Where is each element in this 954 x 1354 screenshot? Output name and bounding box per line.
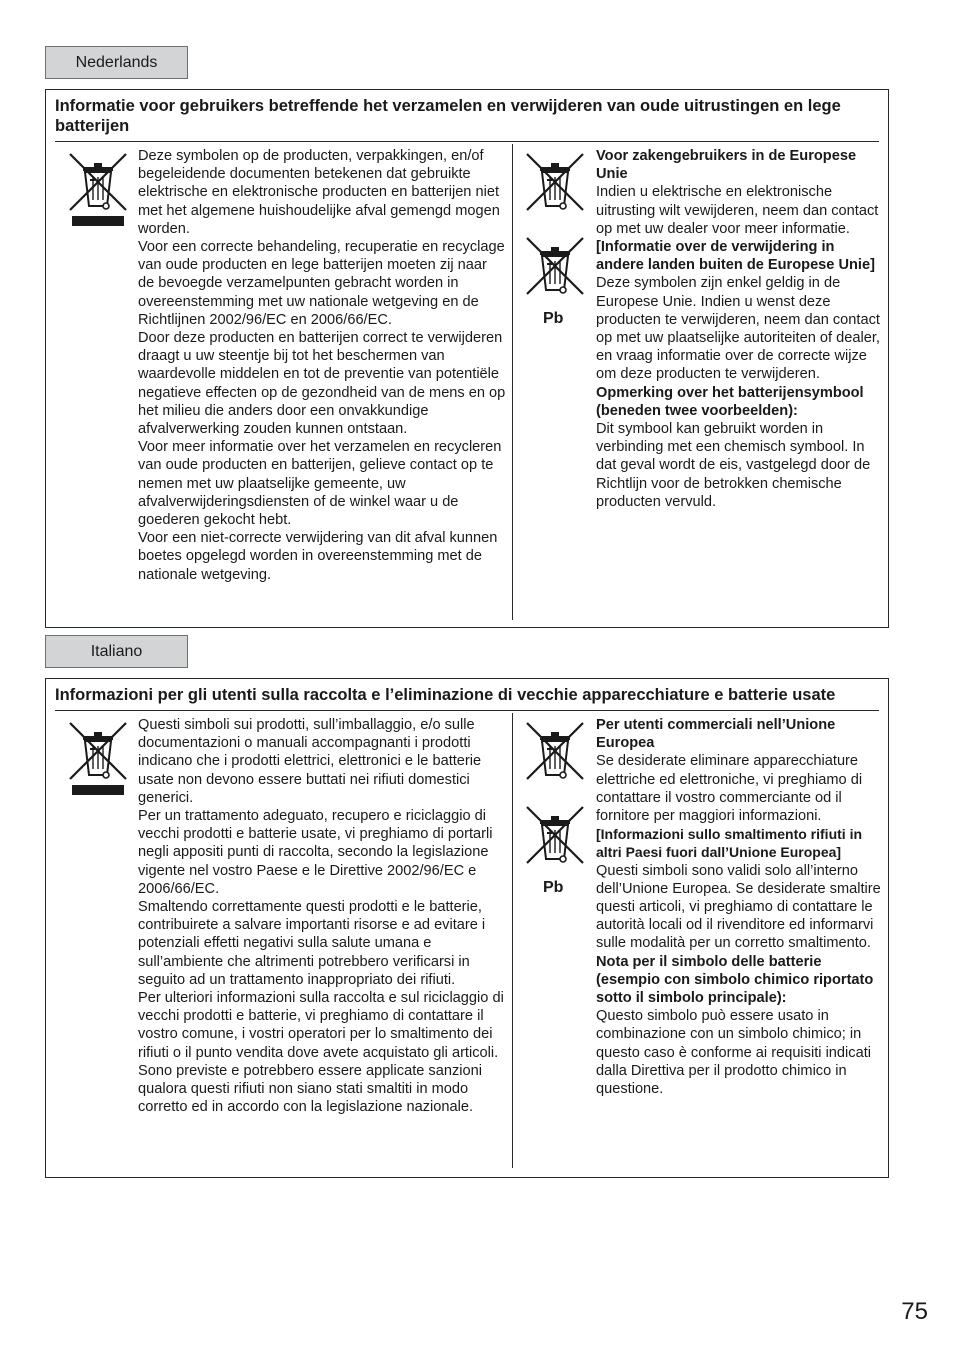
crossed-bin-pb-icon xyxy=(523,803,587,869)
crossed-bin-pb-icon xyxy=(523,234,587,300)
nl-right-column xyxy=(596,147,886,511)
nl-business-heading: Voor zakengebruikers in de Europese Unie xyxy=(596,148,857,183)
nl-left-paragraph-3: Door deze producten en batterijen correct te verwijderen draagt u uw steentje bij tot het beschermen van waardevolle middelen en tot de preventie van potentiële negatieve effecten op de gezondheid van de mens en op het milieu die anders door een onvakkundige afvalverwerking zouden kunnen ontstaan. xyxy=(138,330,506,438)
crossed-bin-icon xyxy=(523,150,587,216)
nl-left-paragraph-1: Deze symbolen op de producten, verpakkingen, en/of begeleidende documenten betekenen dat gebruikte elektrische en elektronische producten en batterijen niet met het algemene huishoudelijke afval gemengd mogen worden. xyxy=(138,148,500,237)
it-column-divider xyxy=(512,713,513,1168)
it-battery-note-text: Questo simbolo può essere usato in combinazione con un simbolo chimico; in questo caso è conforme ai requisiti indicati dalla Direttiva per il prodotto chimico in questione. xyxy=(596,1008,871,1098)
nl-left-column xyxy=(138,147,506,584)
pb-chemical-symbol: Pb xyxy=(543,310,564,327)
page-number: 75 xyxy=(901,1298,928,1325)
nl-info-box xyxy=(45,89,889,628)
nl-column-divider xyxy=(512,144,513,620)
it-outside-eu-text: Questi simboli sono validi solo all’interno dell’Unione Europea. Se desiderate smaltire questi articoli, vi preghiamo di contattare le autorità locali od il rivenditore ed informarvi sulle modalità per un corretto smaltimento. xyxy=(596,862,881,952)
it-business-text: Se desiderate eliminare apparecchiature elettriche ed elettroniche, vi preghiamo di contattare il vostro commerciante od il fornitore per maggiori informazioni. xyxy=(596,753,863,825)
nl-battery-note-text: Dit symbool kan gebruikt worden in verbinding met een chemisch symbool. In dat geval wordt de eis, vastgelegd door de Richtlijn voor de betrokken chemische producten vervuld. xyxy=(596,421,871,510)
nl-title: Informatie voor gebruikers betreffende het verzamelen en verwijderen van oude uitrustingen en lege batterijen xyxy=(55,90,879,142)
nl-left-paragraph-4: Voor meer informatie over het verzamelen en recycleren van oude producten en batterijen, gelieve contact op te nemen met uw plaatselijke gemeente, uw afvalverwijderingsdiensten of de winkel waar u de goederen gekocht hebt. xyxy=(138,439,502,529)
it-outside-eu-heading: [Informazioni sullo smaltimento rifiuti in altri Paesi fuori dall’Unione Europea] xyxy=(596,826,863,861)
crossed-bin-icon xyxy=(523,719,587,785)
nl-business-text: Indien u elektrische en elektronische uitrusting wilt vewijderen, neem dan contact op met uw dealer voor meer informatie. xyxy=(596,184,879,237)
it-left-paragraph-5: Sono previste e potrebbero essere applicate sanzioni qualora questi rifiuti non siano stati smaltiti in modo corretto ed in accordo con la legislazione nazionale. xyxy=(138,1062,482,1116)
it-right-column xyxy=(596,716,886,1098)
it-left-paragraph-4: Per ulteriori informazioni sulla raccolta e sul riciclaggio di vecchi prodotti e batterie, vi preghiamo di contattare il vostro comune, i vostri operatori per lo smaltimento dei rifiuti o il punto vendita dove avete acquistato gli articoli. xyxy=(138,990,504,1061)
nl-outside-eu-heading: [Informatie over de verwijdering in andere landen buiten de Europese Unie] xyxy=(596,239,875,274)
it-info-box xyxy=(45,678,889,1178)
nl-battery-note-heading: Opmerking over het batterijensymbool (beneden twee voorbeelden): xyxy=(596,384,864,419)
pb-chemical-symbol: Pb xyxy=(543,879,564,896)
it-left-column xyxy=(138,716,506,1116)
crossed-bin-bar-icon xyxy=(66,150,130,230)
it-title: Informazioni per gli utenti sulla raccolta e l’eliminazione di vecchie apparecchiature e batterie usate xyxy=(55,679,879,711)
section-tab-nederlands: Nederlands xyxy=(45,46,188,79)
nl-left-paragraph-2: Voor een correcte behandeling, recuperatie en recyclage van oude producten en lege batterijen moeten zij naar de bevoegde verzamelpunten gebracht worden in overeenstemming met uw nationale wetgeving en de Richtlijnen 2002/96/EC en 2006/66/EC. xyxy=(138,239,505,328)
it-left-paragraph-3: Smaltendo correttamente questi prodotti e le batterie, contribuirete a salvare importanti risorse e ad evitare i potenziali effetti negativi sulla salute umana e sull’ambiente che altrimenti potrebbero verificarsi in seguito ad un trattamento inappropriato dei rifiuti. xyxy=(138,899,486,988)
section-tab-italiano: Italiano xyxy=(45,635,188,668)
it-business-heading: Per utenti commerciali nell’Unione Europea xyxy=(596,717,836,752)
it-left-paragraph-1: Questi simboli sui prodotti, sull’imballaggio, e/o sulle documentazioni o manuali accompagnanti i prodotti indicano che i prodotti elettrici, elettronici e le batterie usate non devono essere buttati nei rifiuti domestici generici. xyxy=(138,717,482,806)
nl-left-paragraph-5: Voor een niet-correcte verwijdering van dit afval kunnen boetes opgelegd worden in overeenstemming met de nationale wetgeving. xyxy=(138,530,498,583)
crossed-bin-bar-icon xyxy=(66,719,130,799)
it-battery-note-heading: Nota per il simbolo delle batterie (esempio con simbolo chimico riportato sotto il simbolo principale): xyxy=(596,953,874,1007)
it-left-paragraph-2: Per un trattamento adeguato, recupero e riciclaggio di vecchi prodotti e batterie usate, vi preghiamo di portarli negli appositi punti di raccolta, secondo la legislazione vigente nel vostro Paese e le Direttive 2002/96/EC e 2006/66/EC. xyxy=(138,808,493,897)
nl-outside-eu-text: Deze symbolen zijn enkel geldig in de Europese Unie. Indien u wenst deze producten te verwijderen, neem dan contact op met uw plaatselijke autoriteiten of dealer, en vraag informatie over de correcte wijze om deze producten te verwijderen. xyxy=(596,275,880,383)
